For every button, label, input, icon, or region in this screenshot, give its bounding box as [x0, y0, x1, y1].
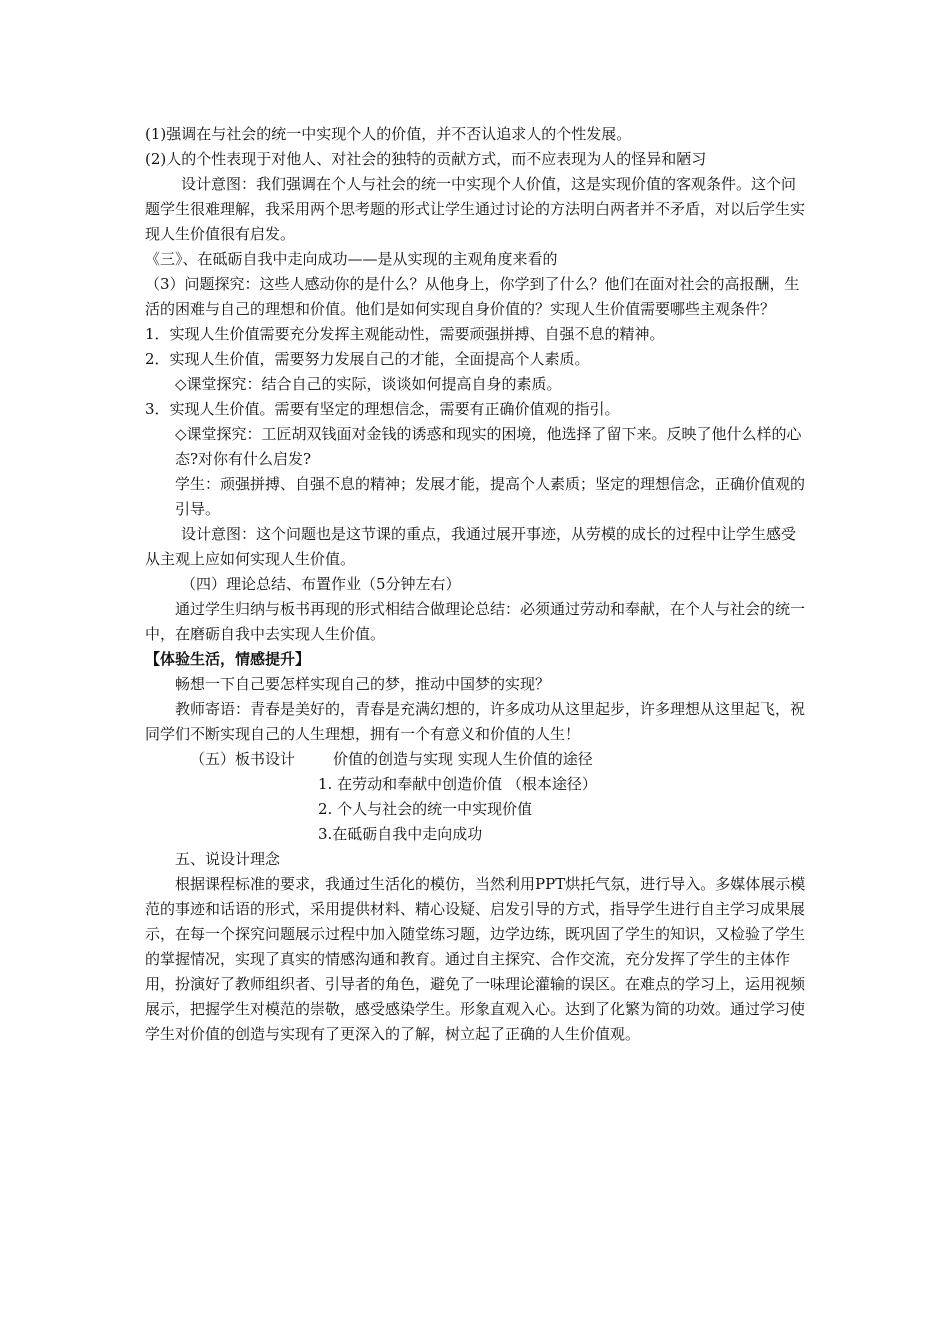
design-philosophy: 根据课程标准的要求，我通过生活化的模仿，当然利用PPT烘托气氛，进行导入。多媒体展示模范的事迹和话语的形式，采用提供材料、精心设疑、启发引导的方式，指导学生进行自主学习成果展示，在每一个探究问题展示过程中加入随堂练习题，边学边练，既巩固了学生的知识，又检验了学生的掌握情况，实现了真实的情感沟通和教育。通过自主探究、合作交流，充分发挥了学生的主体作用，扮演好了教师组织者、引导者的角色，避免了一味理论灌输的误区。在难点的学习上，运用视频展示，把握学生对模范的崇敬，感受感染学生。形象直观入心。达到了化繁为简的功效。通过学习使学生对价值的创造与实现有了更深入的了解，树立起了正确的人生价值观。: [145, 875, 806, 1043]
section-4-heading: （四）理论总结、布置作业（5分钟左右）: [181, 575, 461, 593]
document-body: [145, 122, 810, 1047]
student-answer: 学生：顽强拼搏、自强不息的精神；发展才能，提高个人素质；坚定的理想信念，正确价值观的引导。: [175, 475, 806, 518]
class-inquiry-2: ◇课堂探究：工匠胡双钱面对金钱的诱惑和现实的困境，他选择了留下来。反映了他什么样的心态?对你有什么启发?: [175, 425, 802, 468]
board-design-title: 价值的创造与实现 实现人生价值的途径: [333, 750, 593, 768]
board-item-1: 1. 在劳动和奉献中创造价值 （根本途径）: [318, 775, 597, 793]
point-1: (1)强调在与社会的统一中实现个人的价值，并不否认追求人的个性发展。: [145, 125, 632, 143]
design-intent-2: 设计意图：这个问题也是这节课的重点，我通过展开事迹，从劳模的成长的过程中让学生感受从主观上应如何实现人生价值。: [145, 525, 797, 568]
board-design-row: [145, 747, 810, 772]
design-intent-1: 设计意图：我们强调在个人与社会的统一中实现个人价值，这是实现价值的客观条件。这个问题学生很难理解，我采用两个思考题的形式让学生通过讨论的方法明白两者并不矛盾，对以后学生实现人生价值很有启发。: [145, 175, 806, 243]
experience-heading: 【体验生活，情感提升】: [145, 650, 311, 668]
condition-3: 3．实现人生价值。需要有坚定的理想信念，需要有正确价值观的指引。: [145, 400, 620, 418]
board-design-label: （五）板书设计: [190, 750, 296, 768]
dream-prompt: 畅想一下自己要怎样实现自己的梦，推动中国梦的实现？: [175, 675, 551, 693]
teacher-message: 教师寄语：青春是美好的，青春是充满幻想的，许多成功从这里起步，许多理想从这里起飞，祝同学们不断实现自己的人生理想，拥有一个有意义和价值的人生！: [145, 700, 806, 743]
theory-summary: 通过学生归纳与板书再现的形式相结合做理论总结：必须通过劳动和奉献，在个人与社会的统一中，在磨砺自我中去实现人生价值。: [145, 600, 806, 643]
section-3-heading: 《三》、在砥砺自我中走向成功——是从实现的主观角度来看的: [145, 250, 558, 268]
condition-1: 1．实现人生价值需要充分发挥主观能动性，需要顽强拼搏、自强不息的精神。: [145, 325, 665, 343]
board-item-3: 3.在砥砺自我中走向成功: [318, 825, 483, 843]
point-2: (2)人的个性表现于对他人、对社会的独特的贡献方式，而不应表现为人的怪异和陋习: [145, 150, 707, 168]
board-item-2: 2. 个人与社会的统一中实现价值: [318, 800, 533, 818]
condition-2: 2．实现人生价值，需要努力发展自己的才能，全面提高个人素质。: [145, 350, 590, 368]
question-3: （3）问题探究：这些人感动你的是什么？从他身上，你学到了什么？他们在面对社会的高报酬，生活的困难与自己的理想和价值。他们是如何实现自身价值的？实现人生价值需要哪些主观条件？: [145, 275, 800, 318]
section-5-heading: 五、说设计理念: [175, 850, 281, 868]
class-inquiry-1: ◇课堂探究：结合自己的实际，谈谈如何提高自身的素质。: [175, 375, 562, 393]
